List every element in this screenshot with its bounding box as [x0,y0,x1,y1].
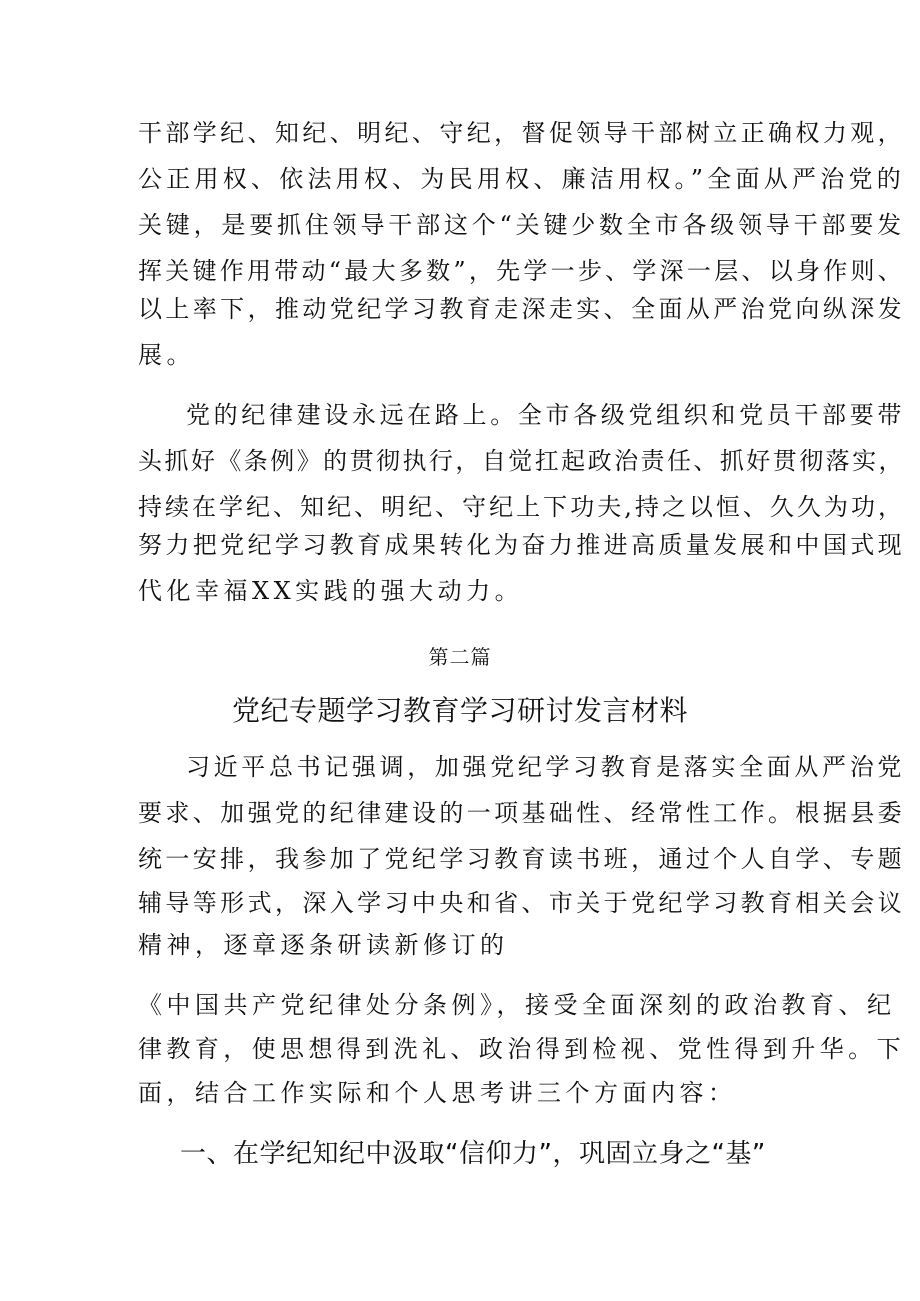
paragraph-line: 努力把党纪学习教育成果转化为奋力推进高质量发展和中国式现 [138,531,905,559]
paragraph-line: 《中国共产党纪律处分条例》，接受全面深刻的政治教育、纪 [138,991,896,1019]
paragraph-line: 干部学纪、知纪、明纪、守纪，督促领导干部树立正确权力观， [138,119,905,147]
paragraph-line: 以上率下，推动党纪学习教育走深走实、全面从严治党向纵深发 [138,295,905,323]
section-heading: 一、在学纪知纪中汲取“信仰力”，巩固立身之“基” [180,1139,766,1169]
paragraph-line: 精神，逐章逐条研读新修订的 [138,931,509,959]
paragraph-line: 关键，是要抓住领导干部这个“关键少数全市各级领导干部要发 [138,211,905,239]
paragraph-line: 持续在学纪、知纪、明纪、守纪上下功夫,持之以恒、久久为功， [138,493,905,521]
paragraph-line: 律教育，使思想得到洗礼、政治得到检视、党性得到升华。下 [138,1035,905,1063]
paragraph-line: 习近平总书记强调，加强党纪学习教育是落实全面从严治党 [186,753,905,781]
paragraph-line: 代化幸福XX实践的强大动力。 [138,577,524,605]
paragraph-line: 公正用权、依法用权、为民用权、廉洁用权。”全面从严治党的 [138,165,905,193]
paragraph-line: 展。 [138,341,195,369]
paragraph-line: 统一安排，我参加了党纪学习教育读书班，通过个人自学、专题 [138,845,905,873]
paragraph-line: 头抓好《条例》的贯彻执行，自觉扛起政治责任、抓好贯彻落实， [138,447,905,475]
document-title: 党纪专题学习教育学习研讨发言材料 [231,694,688,727]
section-label: 第二篇 [428,645,492,669]
paragraph-line: 辅导等形式，深入学习中央和省、市关于党纪学习教育相关会议 [138,889,905,917]
paragraph-line: 挥关键作用带动“最大多数”，先学一步、学深一层、以身作则、 [138,257,905,285]
paragraph-line: 面，结合工作实际和个人思考讲三个方面内容： [138,1079,737,1107]
paragraph-line: 要求、加强党的纪律建设的一项基础性、经常性工作。根据县委 [138,799,905,827]
paragraph-line: 党的纪律建设永远在路上。全市各级党组织和党员干部要带 [186,401,905,429]
